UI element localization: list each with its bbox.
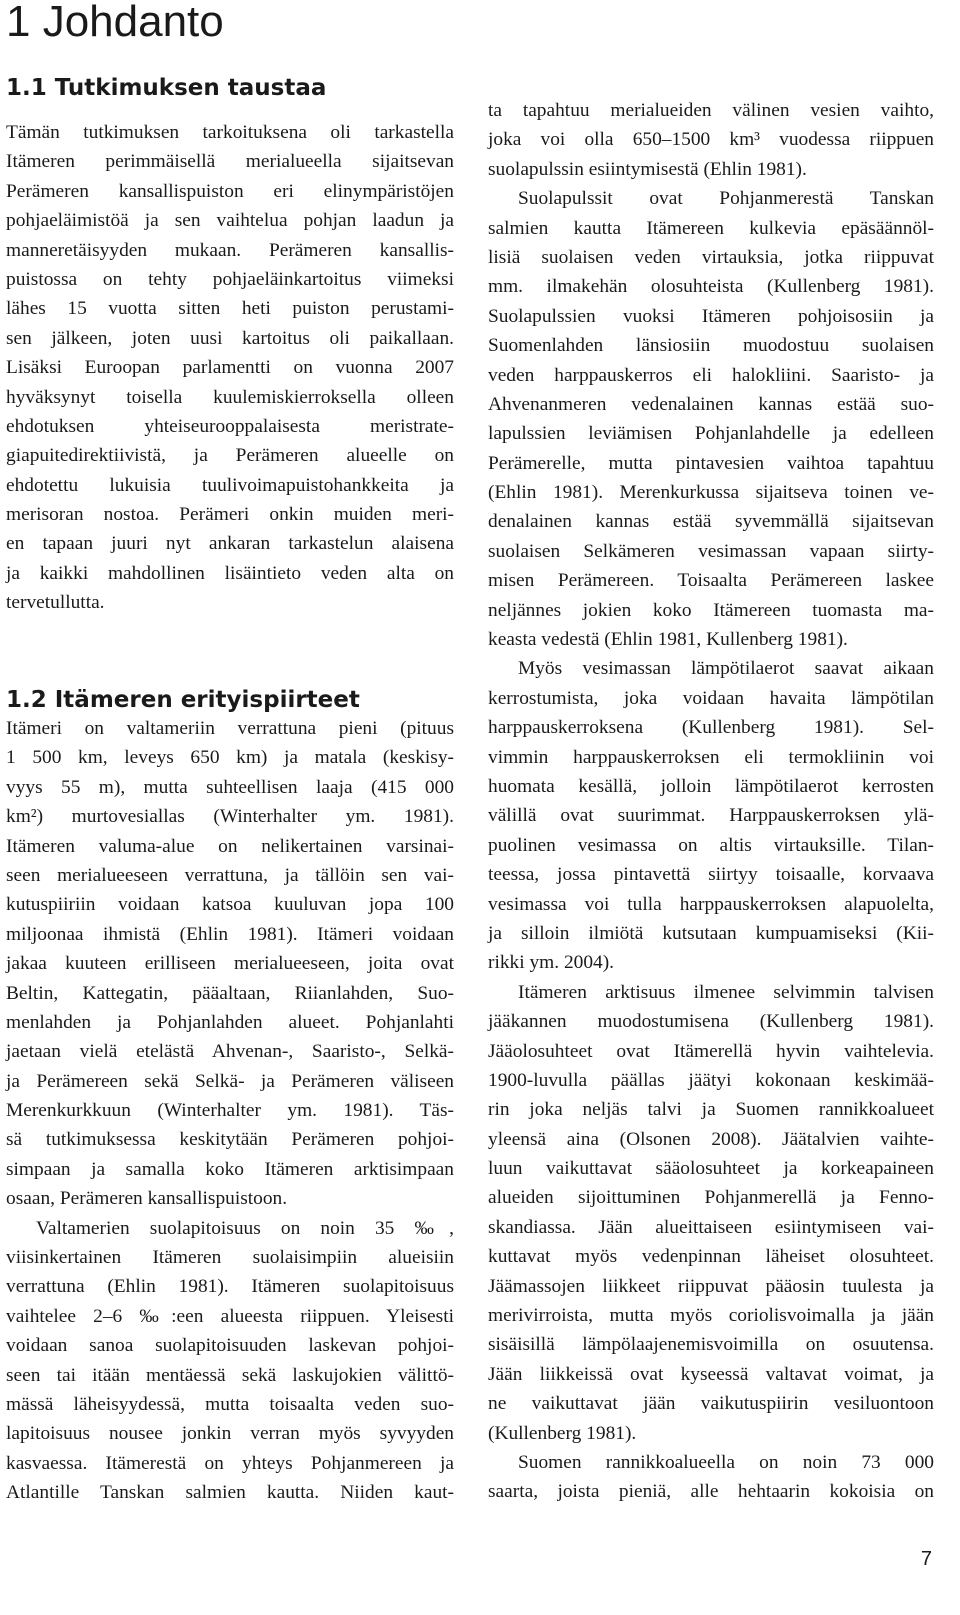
text-line: teessa, jossa pintavettä siirtyy toisaalle, korvaava <box>488 864 934 886</box>
text-line: jaetaan vielä etelästä Ahvenan-, Saaristo-, Selkä- <box>6 1041 454 1063</box>
text-line: viisinkertainen Itämeren suolaisimpiin alueisiin <box>6 1247 454 1269</box>
text-line: sisäisillä lämpölaajenemisvoimilla on osuutensa. <box>488 1334 934 1356</box>
left-column-section-1-text <box>6 118 454 618</box>
left-column-section-2-text <box>6 714 454 1508</box>
text-line: vaihtelee 2–6 ‰:een alueesta riippuen. Yleisesti <box>6 1305 454 1327</box>
text-line: välillä ovat suurimmat. Harppauskerroksen ylä- <box>488 805 934 827</box>
text-line: Perämerelle, mutta pintavesien vaihtoa tapahtuu <box>488 452 934 474</box>
page-number: 7 <box>920 1548 932 1570</box>
text-line: salmien kautta Itämereen kulkevia epäsäännöl- <box>488 217 934 239</box>
section-heading-erityispiirteet: 1.2 Itämeren erityispiirteet <box>6 687 360 713</box>
right-column-text <box>488 96 934 1507</box>
text-line: seen tai itään mentäessä sekä laskujokien välittö- <box>6 1364 454 1386</box>
text-line: Jäämassojen liikkeet riippuvat pääosin tuulesta ja <box>488 1275 934 1297</box>
text-line: Jääolosuhteet ovat Itämerellä hyvin vaihtelevia. <box>488 1040 934 1062</box>
text-line: mässä läheisyydessä, mutta toisaalta veden suo- <box>6 1393 454 1415</box>
text-line: (Ehlin 1981). Merenkurkussa sijaitseva toinen ve- <box>488 482 934 504</box>
text-line: (Kullenberg 1981). <box>488 1422 637 1444</box>
text-line: giapuitedirektiivistä, ja Perämeren alueelle on <box>6 445 454 467</box>
text-line: Suolapulssien vuoksi Itämeren pohjoisosiin ja <box>488 305 934 327</box>
text-line: huomata kesällä, jolloin lämpötilaerot kerrosten <box>488 775 934 797</box>
text-line: suolaisen Selkämeren vesimassan vapaan siirty- <box>488 540 934 562</box>
text-line: Itämeren valuma-alue on nelikertainen varsinai- <box>6 835 454 857</box>
text-line: seen merialueeseen verrattuna, ja tällöin sen vai- <box>6 864 454 886</box>
text-line: Suomen rannikkoalueella on noin 73 000 <box>518 1451 934 1473</box>
text-line: ehdotettu lukuisia tuulivoimapuistohankkeita ja <box>6 474 454 496</box>
text-line: denalainen kannas estää syvemmällä sijaitsevan <box>488 511 934 533</box>
text-line: voidaan sanoa suolapitoisuuden laskevan pohjoi- <box>6 1335 454 1357</box>
text-line: rikki ym. 2004). <box>488 952 615 974</box>
text-line: km²) murtovesiallas (Winterhalter ym. 1981). <box>6 806 454 828</box>
text-line: jääkannen muodostumisena (Kullenberg 1981). <box>488 1011 934 1033</box>
text-line: menlahden ja Pohjanlahden alueet. Pohjanlahti <box>6 1011 454 1033</box>
text-line: Itämeri on valtameriin verrattuna pieni (pituus <box>6 718 454 739</box>
text-line: sen jälkeen, joten uusi kartoitus oli paikallaan. <box>6 327 454 349</box>
text-line: vyys 55 m), mutta suhteellisen laaja (415 000 <box>6 776 454 798</box>
text-line: manneretäisyyden mukaan. Perämeren kansallis- <box>6 239 454 261</box>
text-line: pohjaeläimistöä ja sen vaihtelua pohjan laadun ja <box>6 210 454 232</box>
text-line: luun vaikuttavat sääolosuhteet ja korkeapaineen <box>488 1158 934 1180</box>
text-line: saarta, joista pieniä, alle hehtaarin kokoisia on <box>488 1481 934 1503</box>
text-line: ja silloin ilmiötä kutsutaan kumpuamiseksi (Kii- <box>488 922 934 944</box>
text-line: harppauskerroksena (Kullenberg 1981). Sel- <box>488 717 934 739</box>
text-line: Perämeren kansallispuiston eri elinympäristöjen <box>6 180 454 202</box>
text-line: mm. ilmakehän olosuhteista (Kullenberg 1981). <box>488 276 934 298</box>
text-line: keasta vedestä (Ehlin 1981, Kullenberg 1981). <box>488 629 848 651</box>
text-line: hyväksynyt toisella kuulemiskierroksella olleen <box>6 386 454 408</box>
text-line: puistossa on tehty pohjaeläinkartoitus viimeksi <box>6 268 454 290</box>
text-line: Suomenlahden länsiosiin muodostuu suolaisen <box>488 335 934 357</box>
text-line: ja kaikki mahdollinen lisäintieto veden alta on <box>6 562 454 584</box>
text-line: Myös vesimassan lämpötilaerot saavat aikaan <box>518 658 934 680</box>
text-line: vimmin harppauskerroksen eli termokliinin voi <box>488 746 934 768</box>
text-line: puolinen vesimassa on altis virtauksille. Tilan- <box>488 834 934 856</box>
section-heading-taustaa: 1.1 Tutkimuksen taustaa <box>6 75 327 101</box>
text-line: kutuspiiriin voidaan katsoa kuuluvan jopa 100 <box>6 894 454 916</box>
text-line: Jään liikkeissä ovat kyseessä valtavat voimat, ja <box>488 1363 934 1385</box>
text-line: kerrostumista, joka voidaan havaita lämpötilan <box>488 687 934 709</box>
text-line: Valtamerien suolapitoisuus on noin 35 ‰, <box>36 1217 454 1239</box>
text-line: Lisäksi Euroopan parlamentti on vuonna 2007 <box>6 357 454 379</box>
text-line: joka voi olla 650–1500 km³ vuodessa riippuen <box>488 129 934 151</box>
text-line: neljännes jokien koko Itämereen tuomasta ma- <box>488 599 934 621</box>
text-line: kuttavat myös vedenpinnan läheiset olosuhteet. <box>488 1246 934 1268</box>
text-line: ja Perämereen sekä Selkä- ja Perämeren väliseen <box>6 1070 454 1092</box>
text-line: Tämän tutkimuksen tarkoituksena oli tarkastella <box>6 122 454 143</box>
text-line: merivirroista, mutta myös coriolisvoimalla ja jään <box>488 1305 934 1327</box>
text-line: kasvaessa. Itämerestä on yhteys Pohjanmereen ja <box>6 1452 454 1474</box>
text-line: Beltin, Kattegatin, pääaltaan, Riianlahden, Suo- <box>6 982 454 1004</box>
text-line: yleensä aina (Olsonen 2008). Jäätalvien vaihte- <box>488 1128 934 1150</box>
text-line: rin joka neljäs talvi ja Suomen rannikkoalueet <box>488 1099 934 1121</box>
text-line: Atlantille Tanskan salmien kautta. Niiden kaut- <box>6 1482 454 1504</box>
text-line: ehdotuksen yhteiseurooppalaisesta meristrate- <box>6 415 454 437</box>
text-line: lapulssien leviämisen Pohjanlahdelle ja edelleen <box>488 423 934 445</box>
text-line: ne vaikuttavat jään vaikutuspiirin vesiluontoon <box>488 1393 934 1415</box>
text-line: Merenkurkkuun (Winterhalter ym. 1981). Täs- <box>6 1100 454 1122</box>
chapter-title: 1 Johdanto <box>6 0 224 46</box>
text-line: tervetullutta. <box>6 592 105 614</box>
text-line: misen Perämereen. Toisaalta Perämereen laskee <box>488 570 934 592</box>
text-line: ta tapahtuu merialueiden välinen vesien vaihto, <box>488 100 934 121</box>
text-line: vesimassa voi tulla harppauskerroksen alapuolelta, <box>488 893 934 915</box>
text-line: merisoran nostoa. Perämeri onkin muiden meri- <box>6 504 454 526</box>
text-line: veden harppauskerros eli halokliini. Saaristo- ja <box>488 364 934 386</box>
text-line: Itämeren arktisuus ilmenee selvimmin talvisen <box>518 981 934 1003</box>
text-line: verrattuna (Ehlin 1981). Itämeren suolapitoisuus <box>6 1276 454 1298</box>
text-line: en tapaan juuri nyt ankaran tarkastelun alaisena <box>6 533 454 555</box>
text-line: lähes 15 vuotta sitten heti puiston perustami- <box>6 298 454 320</box>
text-line: jakaa kuuteen erilliseen merialueeseen, joita ovat <box>6 953 454 975</box>
text-line: skandiassa. Jään alueittaiseen esiintymiseen vai- <box>488 1216 934 1238</box>
text-line: suolapulssin esiintymisestä (Ehlin 1981). <box>488 158 807 180</box>
text-line: 1900-luvulla päällas jäätyi kokonaan keskimää- <box>488 1069 934 1091</box>
text-line: alueiden sijoittuminen Pohjanmerellä ja Fenno- <box>488 1187 934 1209</box>
text-line: miljoonaa ihmistä (Ehlin 1981). Itämeri voidaan <box>6 923 454 945</box>
text-line: lisiä suolaisen veden virtauksia, jotka riippuvat <box>488 246 934 268</box>
text-line: Suolapulssit ovat Pohjanmerestä Tanskan <box>518 188 934 210</box>
text-line: sä tutkimuksessa keskitytään Perämeren pohjoi- <box>6 1129 454 1151</box>
text-line: lapitoisuus nousee jonkin verran myös syvyyden <box>6 1423 454 1445</box>
text-line: 1 500 km, leveys 650 km) ja matala (keskisy- <box>6 747 454 769</box>
text-line: osaan, Perämeren kansallispuistoon. <box>6 1188 288 1210</box>
text-line: simpaan ja samalla koko Itämeren arktisimpaan <box>6 1158 454 1180</box>
text-line: Itämeren perimmäisellä merialueella sijaitsevan <box>6 151 454 173</box>
text-line: Ahvenanmeren vedenalainen kannas estää suo- <box>488 393 934 415</box>
